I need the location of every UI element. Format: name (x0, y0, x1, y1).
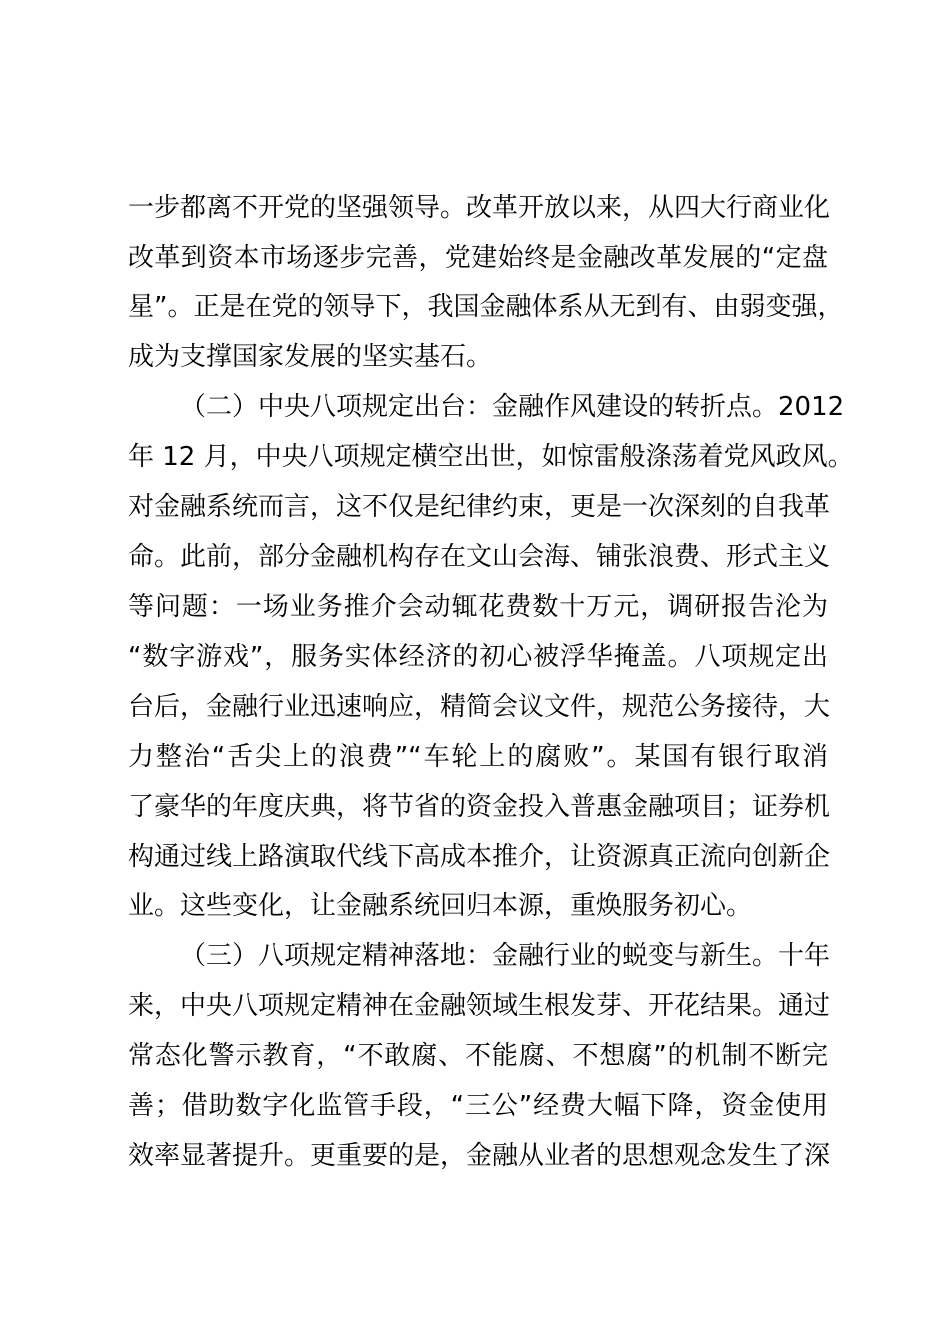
body-text-line: “数字游戏”，服务实体经济的初心被浮华掩盖。八项规定出 (128, 642, 828, 672)
body-text-line: 效率显著提升。更重要的是，金融从业者的思想观念发生了深 (128, 1141, 831, 1171)
body-text-line: 成为支撑国家发展的坚实基石。 (128, 342, 493, 372)
body-text-line: 命。此前，部分金融机构存在文山会海、铺张浪费、形式主义 (128, 542, 831, 572)
body-text-line: 业。这些变化，让金融系统回归本源，重焕服务初心。 (128, 891, 753, 921)
body-text-line: 一步都离不开党的坚强领导。改革开放以来，从四大行商业化 (128, 193, 831, 223)
body-text-line: 等问题：一场业务推介会动辄花费数十万元，调研报告沦为 (128, 592, 828, 622)
body-text-line: 来，中央八项规定精神在金融领域生根发芽、开花结果。通过 (128, 991, 831, 1021)
body-text-line: 年 12 月，中央八项规定横空出世，如惊雷般涤荡着党风政风。 (128, 442, 854, 472)
section-heading-line: （三）八项规定精神落地：金融行业的蜕变与新生。十年 (180, 941, 831, 971)
body-text-line: 对金融系统而言，这不仅是纪律约束，更是一次深刻的自我革 (128, 492, 831, 522)
body-text-line: 星”。正是在党的领导下，我国金融体系从无到有、由弱变强， (128, 292, 844, 322)
body-text-line: 常态化警示教育，“不敢腐、不能腐、不想腐”的机制不断完 (128, 1041, 828, 1071)
body-text-line: 力整治“舌尖上的浪费”“车轮上的腐败”。某国有银行取消 (128, 742, 828, 772)
body-text-line: 台后，金融行业迅速响应，精简会议文件，规范公务接待，大 (128, 692, 831, 722)
body-text-line: 构通过线上路演取代线下高成本推介，让资源真正流向创新企 (128, 842, 831, 872)
body-text-line: 善；借助数字化监管手段，“三公”经费大幅下降，资金使用 (128, 1091, 828, 1121)
body-text-line: 改革到资本市场逐步完善，党建始终是金融改革发展的“定盘 (128, 243, 828, 273)
body-text-line: 了豪华的年度庆典，将节省的资金投入普惠金融项目；证券机 (128, 792, 831, 822)
section-heading-line: （二）中央八项规定出台：金融作风建设的转折点。2012 (180, 392, 845, 422)
